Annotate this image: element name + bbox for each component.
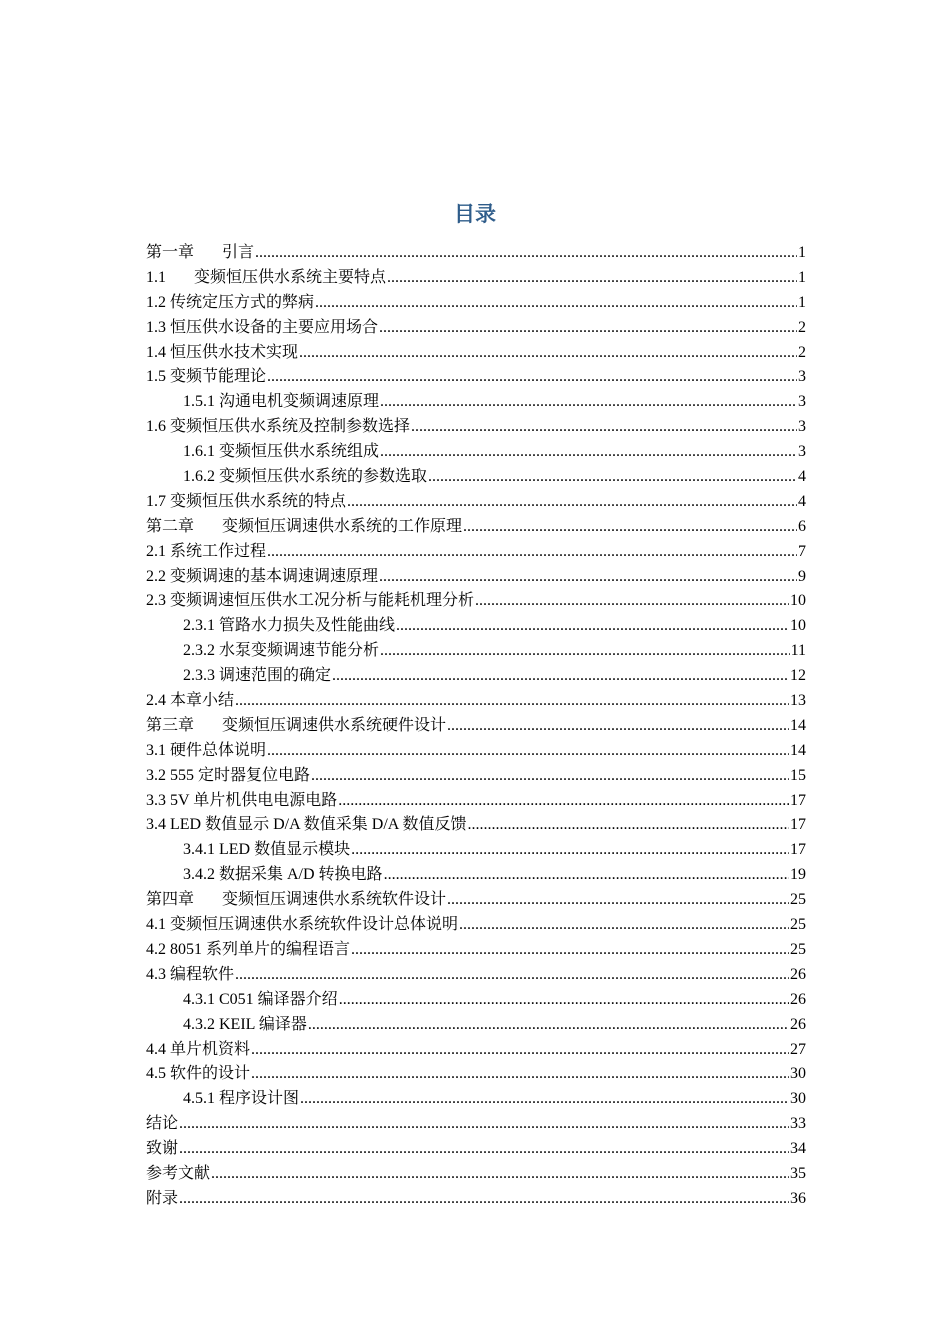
toc-leader-dots xyxy=(475,589,789,614)
toc-page-number: 30 xyxy=(790,1065,806,1083)
toc-page-number: 25 xyxy=(790,916,806,934)
toc-leader-dots xyxy=(332,664,789,689)
toc-entry[interactable] xyxy=(146,515,806,540)
toc-page-number: 30 xyxy=(790,1090,806,1108)
toc-page-number: 25 xyxy=(790,940,806,958)
toc-leader-dots xyxy=(315,291,797,316)
toc-entry-text: 3.1 硬件总体说明 xyxy=(146,741,267,759)
toc-entry-text: 1.7 变频恒压供水系统的特点 xyxy=(146,492,347,510)
toc-entry[interactable] xyxy=(146,938,806,963)
toc-leader-dots xyxy=(380,440,797,465)
toc-entry-text: 4.3.1 C051 编译器介绍 xyxy=(183,990,338,1008)
toc-entry[interactable] xyxy=(146,1112,806,1137)
toc-entry-text xyxy=(146,515,462,540)
toc-entry-text xyxy=(146,714,446,739)
toc-entry-label: 第三章 xyxy=(146,716,195,734)
toc-page-number: 35 xyxy=(790,1164,806,1182)
toc-leader-dots xyxy=(384,863,789,888)
toc-entry[interactable] xyxy=(146,764,806,789)
toc-entry-text: 3.4 LED 数值显示 D/A 数值采集 D/A 数值反馈 xyxy=(146,816,467,834)
toc-entry-text: 3.4.1 LED 数值显示模块 xyxy=(183,841,351,859)
toc-page-number: 7 xyxy=(798,542,806,560)
toc-entry-text: 1.2 传统定压方式的弊病 xyxy=(146,293,315,311)
toc-entry-text: 2.3.1 管路水力损失及性能曲线 xyxy=(183,617,396,635)
toc-entry[interactable] xyxy=(146,241,806,266)
toc-entry[interactable] xyxy=(146,963,806,988)
toc-entry[interactable] xyxy=(146,888,806,913)
toc-page-number: 17 xyxy=(790,791,806,809)
toc-leader-dots xyxy=(267,365,797,390)
toc-page-number: 10 xyxy=(790,592,806,610)
toc-entry[interactable] xyxy=(146,714,806,739)
toc-leader-dots xyxy=(211,1162,789,1187)
toc-entry[interactable] xyxy=(146,1038,806,1063)
toc-page-number: 3 xyxy=(798,393,806,411)
toc-leader-dots xyxy=(463,515,797,540)
toc-page-number: 19 xyxy=(790,866,806,884)
toc-page-number: 9 xyxy=(798,567,806,585)
toc-entry-text xyxy=(146,888,446,913)
toc-entry[interactable] xyxy=(146,1187,806,1212)
toc-page-number: 25 xyxy=(790,891,806,909)
toc-entry-text xyxy=(146,266,386,291)
toc-page-number: 13 xyxy=(790,692,806,710)
toc-leader-dots xyxy=(235,963,789,988)
toc-entry[interactable] xyxy=(146,838,806,863)
toc-entry-text: 4.3.2 KEIL 编译器 xyxy=(183,1015,307,1033)
toc-entry-title: 变频恒压调速供水系统硬件设计 xyxy=(222,716,447,734)
toc-entry-text: 3.2 555 定时器复位电路 xyxy=(146,766,311,784)
toc-leader-dots xyxy=(411,415,797,440)
toc-leader-dots xyxy=(428,465,797,490)
toc-entry-label: 1.1 xyxy=(146,268,166,286)
toc-leader-dots xyxy=(459,913,789,938)
toc-entry[interactable] xyxy=(146,813,806,838)
toc-leader-dots xyxy=(347,490,797,515)
toc-title: 目录 xyxy=(454,202,496,226)
toc-leader-dots xyxy=(338,789,789,814)
toc-entry[interactable] xyxy=(146,415,806,440)
toc-entry-text: 4.5.1 程序设计图 xyxy=(183,1090,300,1108)
toc-entry[interactable] xyxy=(146,365,806,390)
toc-entry-text: 4.2 8051 系列单片的编程语言 xyxy=(146,940,351,958)
toc-entry[interactable] xyxy=(146,739,806,764)
toc-leader-dots xyxy=(235,689,789,714)
toc-entry[interactable] xyxy=(146,390,806,415)
toc-page-number: 12 xyxy=(790,667,806,685)
toc-page-number: 26 xyxy=(790,965,806,983)
toc-page-number: 26 xyxy=(790,990,806,1008)
toc-entry-title: 变频恒压调速供水系统的工作原理 xyxy=(222,517,463,535)
toc-page-number: 2 xyxy=(798,343,806,361)
toc-entry-text: 4.4 单片机资料 xyxy=(146,1040,251,1058)
toc-page-number: 14 xyxy=(790,716,806,734)
toc-page-number: 6 xyxy=(798,517,806,535)
toc-leader-dots xyxy=(251,1038,789,1063)
toc-entry-text: 1.3 恒压供水设备的主要应用场合 xyxy=(146,318,379,336)
toc-entry[interactable] xyxy=(146,639,806,664)
toc-entry[interactable] xyxy=(146,341,806,366)
toc-entry[interactable] xyxy=(146,465,806,490)
toc-entry-label: 第四章 xyxy=(146,891,195,909)
toc-page-number: 1 xyxy=(798,244,806,261)
toc-entry-text: 1.5 变频节能理论 xyxy=(146,368,267,386)
toc-entry[interactable] xyxy=(146,490,806,515)
toc-page-number: 3 xyxy=(798,418,806,436)
toc-entry[interactable] xyxy=(146,789,806,814)
toc-leader-dots xyxy=(311,764,789,789)
toc-entry[interactable] xyxy=(146,565,806,590)
toc-entry-title: 变频恒压供水系统主要特点 xyxy=(194,268,387,286)
toc-leader-dots xyxy=(351,938,789,963)
toc-page-number: 34 xyxy=(790,1140,806,1158)
toc-leader-dots xyxy=(179,1112,789,1137)
toc-entry-text: 2.3 变频调速恒压供水工况分析与能耗机理分析 xyxy=(146,592,475,610)
toc-entry[interactable] xyxy=(146,913,806,938)
toc-entry-text: 4.3 编程软件 xyxy=(146,965,235,983)
toc-entry-text: 1.5.1 沟通电机变频调速原理 xyxy=(183,393,380,411)
toc-leader-dots xyxy=(267,540,797,565)
toc-page-number: 3 xyxy=(798,368,806,386)
toc-leader-dots xyxy=(179,1187,789,1212)
toc-page-number: 11 xyxy=(790,642,806,660)
toc-page-number: 4 xyxy=(798,492,806,510)
toc-page-number: 15 xyxy=(790,766,806,784)
toc-entry-text: 4.5 软件的设计 xyxy=(146,1065,251,1083)
toc-leader-dots xyxy=(387,266,797,291)
table-of-contents xyxy=(146,241,806,1212)
toc-entry[interactable] xyxy=(146,1137,806,1162)
toc-leader-dots xyxy=(299,341,797,366)
toc-page-number: 26 xyxy=(790,1015,806,1033)
toc-leader-dots xyxy=(251,1062,789,1087)
toc-page-number: 14 xyxy=(790,741,806,759)
toc-entry-text: 1.4 恒压供水技术实现 xyxy=(146,343,299,361)
toc-entry[interactable] xyxy=(146,1087,806,1112)
toc-entry[interactable] xyxy=(146,1162,806,1187)
toc-entry-text: 2.1 系统工作过程 xyxy=(146,542,267,560)
toc-page-number: 17 xyxy=(790,816,806,834)
toc-page-number: 4 xyxy=(798,468,806,486)
toc-leader-dots xyxy=(255,241,797,266)
toc-entry[interactable] xyxy=(146,440,806,465)
toc-entry-text: 3.4.2 数据采集 A/D 转换电路 xyxy=(183,866,383,884)
toc-entry[interactable] xyxy=(146,291,806,316)
toc-entry[interactable] xyxy=(146,1062,806,1087)
toc-page-number: 2 xyxy=(798,318,806,336)
toc-page-number: 36 xyxy=(790,1189,806,1207)
toc-leader-dots xyxy=(339,988,789,1013)
toc-page-number: 10 xyxy=(790,617,806,635)
toc-page-number: 1 xyxy=(798,268,806,286)
toc-entry[interactable] xyxy=(146,988,806,1013)
toc-entry-text: 结论 xyxy=(146,1115,179,1133)
toc-entry-text: 2.3.2 水泵变频调速节能分析 xyxy=(183,642,380,660)
toc-entry-title: 引言 xyxy=(222,244,255,261)
toc-leader-dots xyxy=(380,390,797,415)
toc-entry[interactable] xyxy=(146,266,806,291)
toc-leader-dots xyxy=(300,1087,789,1112)
toc-entry-text: 参考文献 xyxy=(146,1164,211,1182)
toc-entry[interactable] xyxy=(146,614,806,639)
toc-entry-text: 1.6.1 变频恒压供水系统组成 xyxy=(183,443,380,461)
toc-leader-dots xyxy=(447,714,789,739)
toc-leader-dots xyxy=(267,739,789,764)
toc-entry-label: 第一章 xyxy=(146,244,195,261)
toc-entry-label: 第二章 xyxy=(146,517,195,535)
toc-page-number: 3 xyxy=(798,443,806,461)
toc-entry[interactable] xyxy=(146,863,806,888)
toc-entry[interactable] xyxy=(146,689,806,714)
toc-page-number: 27 xyxy=(790,1040,806,1058)
toc-leader-dots xyxy=(308,1013,789,1038)
toc-entry[interactable] xyxy=(146,589,806,614)
toc-leader-dots xyxy=(467,813,789,838)
toc-entry-text: 1.6 变频恒压供水系统及控制参数选择 xyxy=(146,418,411,436)
toc-page-number: 1 xyxy=(798,293,806,311)
toc-leader-dots xyxy=(179,1137,789,1162)
toc-entry-text: 附录 xyxy=(146,1189,179,1207)
toc-leader-dots xyxy=(379,565,797,590)
toc-page-number: 17 xyxy=(790,841,806,859)
toc-entry-text: 2.4 本章小结 xyxy=(146,692,235,710)
toc-entry-text: 3.3 5V 单片机供电电源电路 xyxy=(146,791,338,809)
toc-entry-text xyxy=(146,241,254,266)
toc-entry[interactable] xyxy=(146,664,806,689)
toc-leader-dots xyxy=(351,838,789,863)
toc-leader-dots xyxy=(380,639,790,664)
toc-leader-dots xyxy=(396,614,789,639)
toc-entry[interactable] xyxy=(146,316,806,341)
toc-entry-text: 2.3.3 调速范围的确定 xyxy=(183,667,332,685)
toc-page-number: 33 xyxy=(790,1115,806,1133)
toc-entry[interactable] xyxy=(146,1013,806,1038)
toc-entry-title: 变频恒压调速供水系统软件设计 xyxy=(222,891,447,909)
toc-leader-dots xyxy=(379,316,797,341)
toc-entry-text: 致谢 xyxy=(146,1140,179,1158)
toc-entry-text: 2.2 变频调速的基本调速调速原理 xyxy=(146,567,379,585)
toc-entry-text: 4.1 变频恒压调速供水系统软件设计总体说明 xyxy=(146,916,459,934)
toc-entry-text: 1.6.2 变频恒压供水系统的参数选取 xyxy=(183,468,428,486)
toc-leader-dots xyxy=(447,888,789,913)
toc-entry[interactable] xyxy=(146,540,806,565)
